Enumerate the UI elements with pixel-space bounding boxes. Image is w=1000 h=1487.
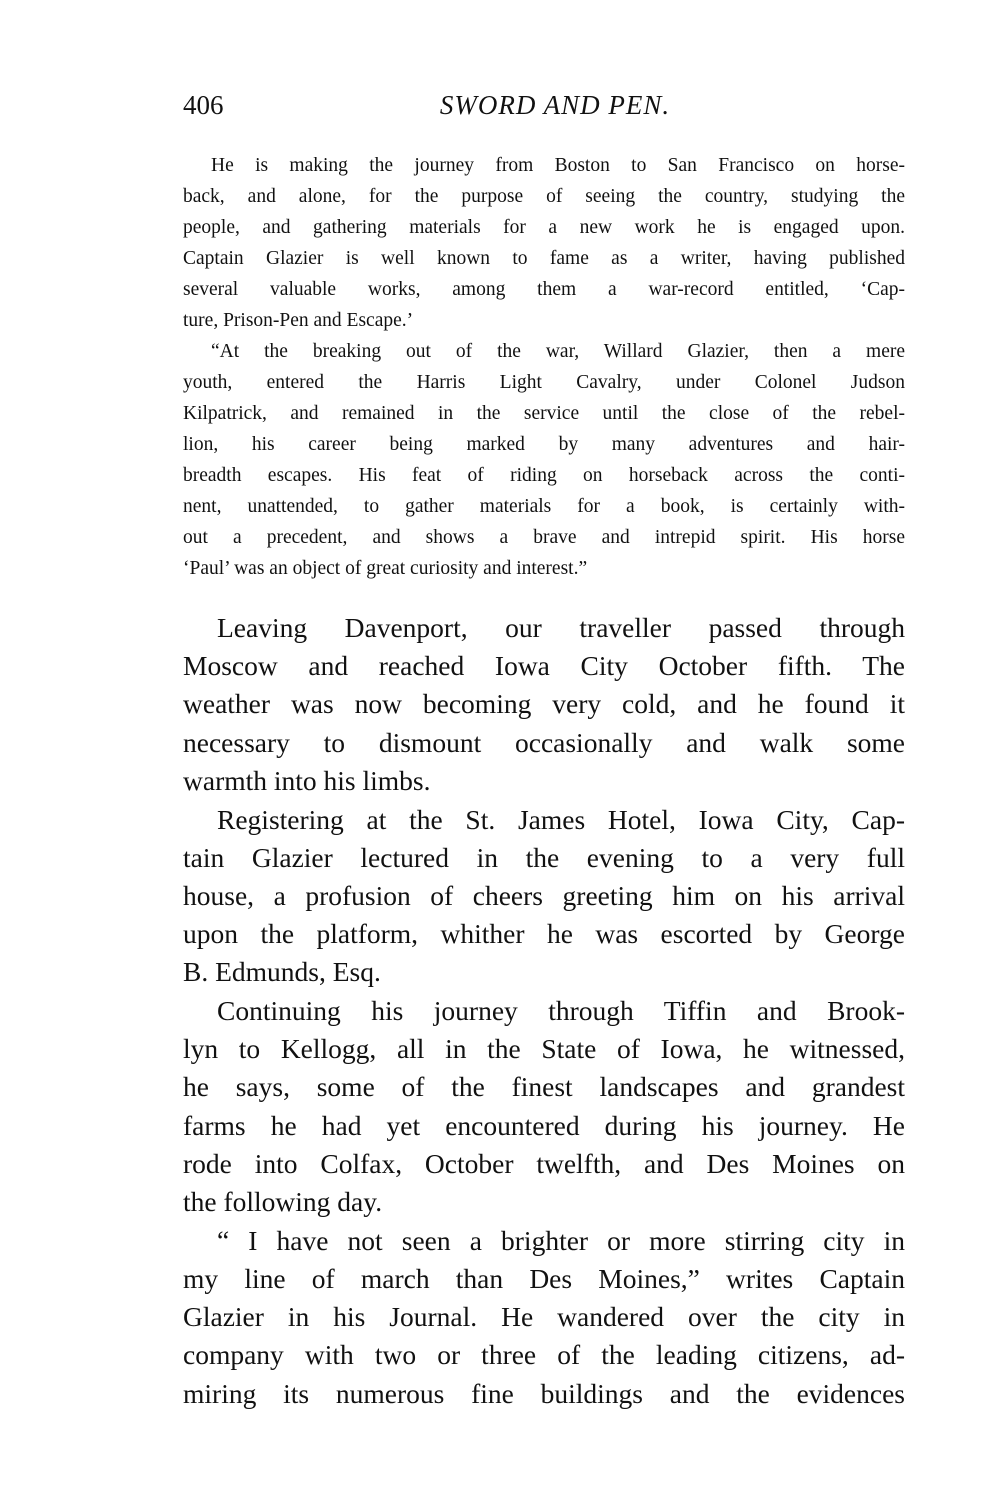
text-line: weather was now becoming very cold, and he found it [183, 688, 905, 720]
text-line: several valuable works, among them a war-record entitled, ‘Cap- [183, 279, 905, 300]
text-line: Leaving Davenport, our traveller passed through [217, 612, 905, 643]
text-line: breadth escapes. His feat of riding on horseback across the conti- [183, 465, 905, 486]
text-line: warmth into his limbs. [183, 764, 431, 796]
text-line: necessary to dismount occasionally and walk some [183, 726, 905, 758]
text-line: Kilpatrick, and remained in the service until the close of the rebel- [183, 403, 905, 424]
text-line: lyn to Kellogg, all in the State of Iowa, he witnessed, [183, 1033, 905, 1065]
text-line: company with two or three of the leading citizens, ad- [183, 1339, 905, 1371]
text-line: people, and gathering materials for a new work he is engaged upon. [183, 217, 905, 238]
text-line: tain Glazier lectured in the evening to a very full [183, 841, 905, 873]
text-line: out a precedent, and shows a brave and intrepid spirit. His horse [183, 527, 905, 548]
text-line: B. Edmunds, Esq. [183, 956, 381, 988]
text-line: farms he had yet encountered during his journey. He [183, 1109, 905, 1141]
text-line: upon the platform, whither he was escorted by George [183, 918, 905, 950]
text-line: back, and alone, for the purpose of seeing the country, studying the [183, 186, 905, 207]
text-line: He is making the journey from Boston to San Francisco on horse- [211, 155, 905, 176]
text-line: Glazier in his Journal. He wandered over the city in [183, 1301, 905, 1333]
text-line: Captain Glazier is well known to fame as a writer, having published [183, 248, 905, 269]
text-line: ‘Paul’ was an object of great curiosity and interest.” [183, 558, 588, 579]
text-line: youth, entered the Harris Light Cavalry, under Colonel Judson [183, 372, 905, 393]
text-line: he says, some of the finest landscapes and grandest [183, 1071, 905, 1103]
text-line: lion, his career being marked by many adventures and hair- [183, 434, 905, 455]
text-line: nent, unattended, to gather materials for a book, is certainly with- [183, 496, 905, 517]
text-line: “ I have not seen a brighter or more stirring city in [217, 1224, 905, 1256]
text-line: the following day. [183, 1186, 383, 1217]
text-line: ture, Prison-Pen and Escape.’ [183, 310, 414, 331]
text-line: Registering at the St. James Hotel, Iowa City, Cap- [217, 803, 905, 835]
text-line: rode into Colfax, October twelfth, and Des Moines on [183, 1147, 905, 1179]
text-line: my line of march than Des Moines,” writes Captain [183, 1262, 905, 1294]
running-title: SWORD AND PEN. [439, 90, 671, 120]
text-line: “At the breaking out of the war, Willard Glazier, then a mere [211, 341, 905, 362]
page-number: 406 [183, 90, 224, 120]
text-line: house, a profusion of cheers greeting him on his arrival [183, 879, 905, 911]
text-line: Continuing his journey through Tiffin and Brook- [217, 995, 905, 1026]
text-line: miring its numerous fine buildings and the evidences [183, 1377, 905, 1409]
text-line: Moscow and reached Iowa City October fifth. The [183, 650, 905, 682]
